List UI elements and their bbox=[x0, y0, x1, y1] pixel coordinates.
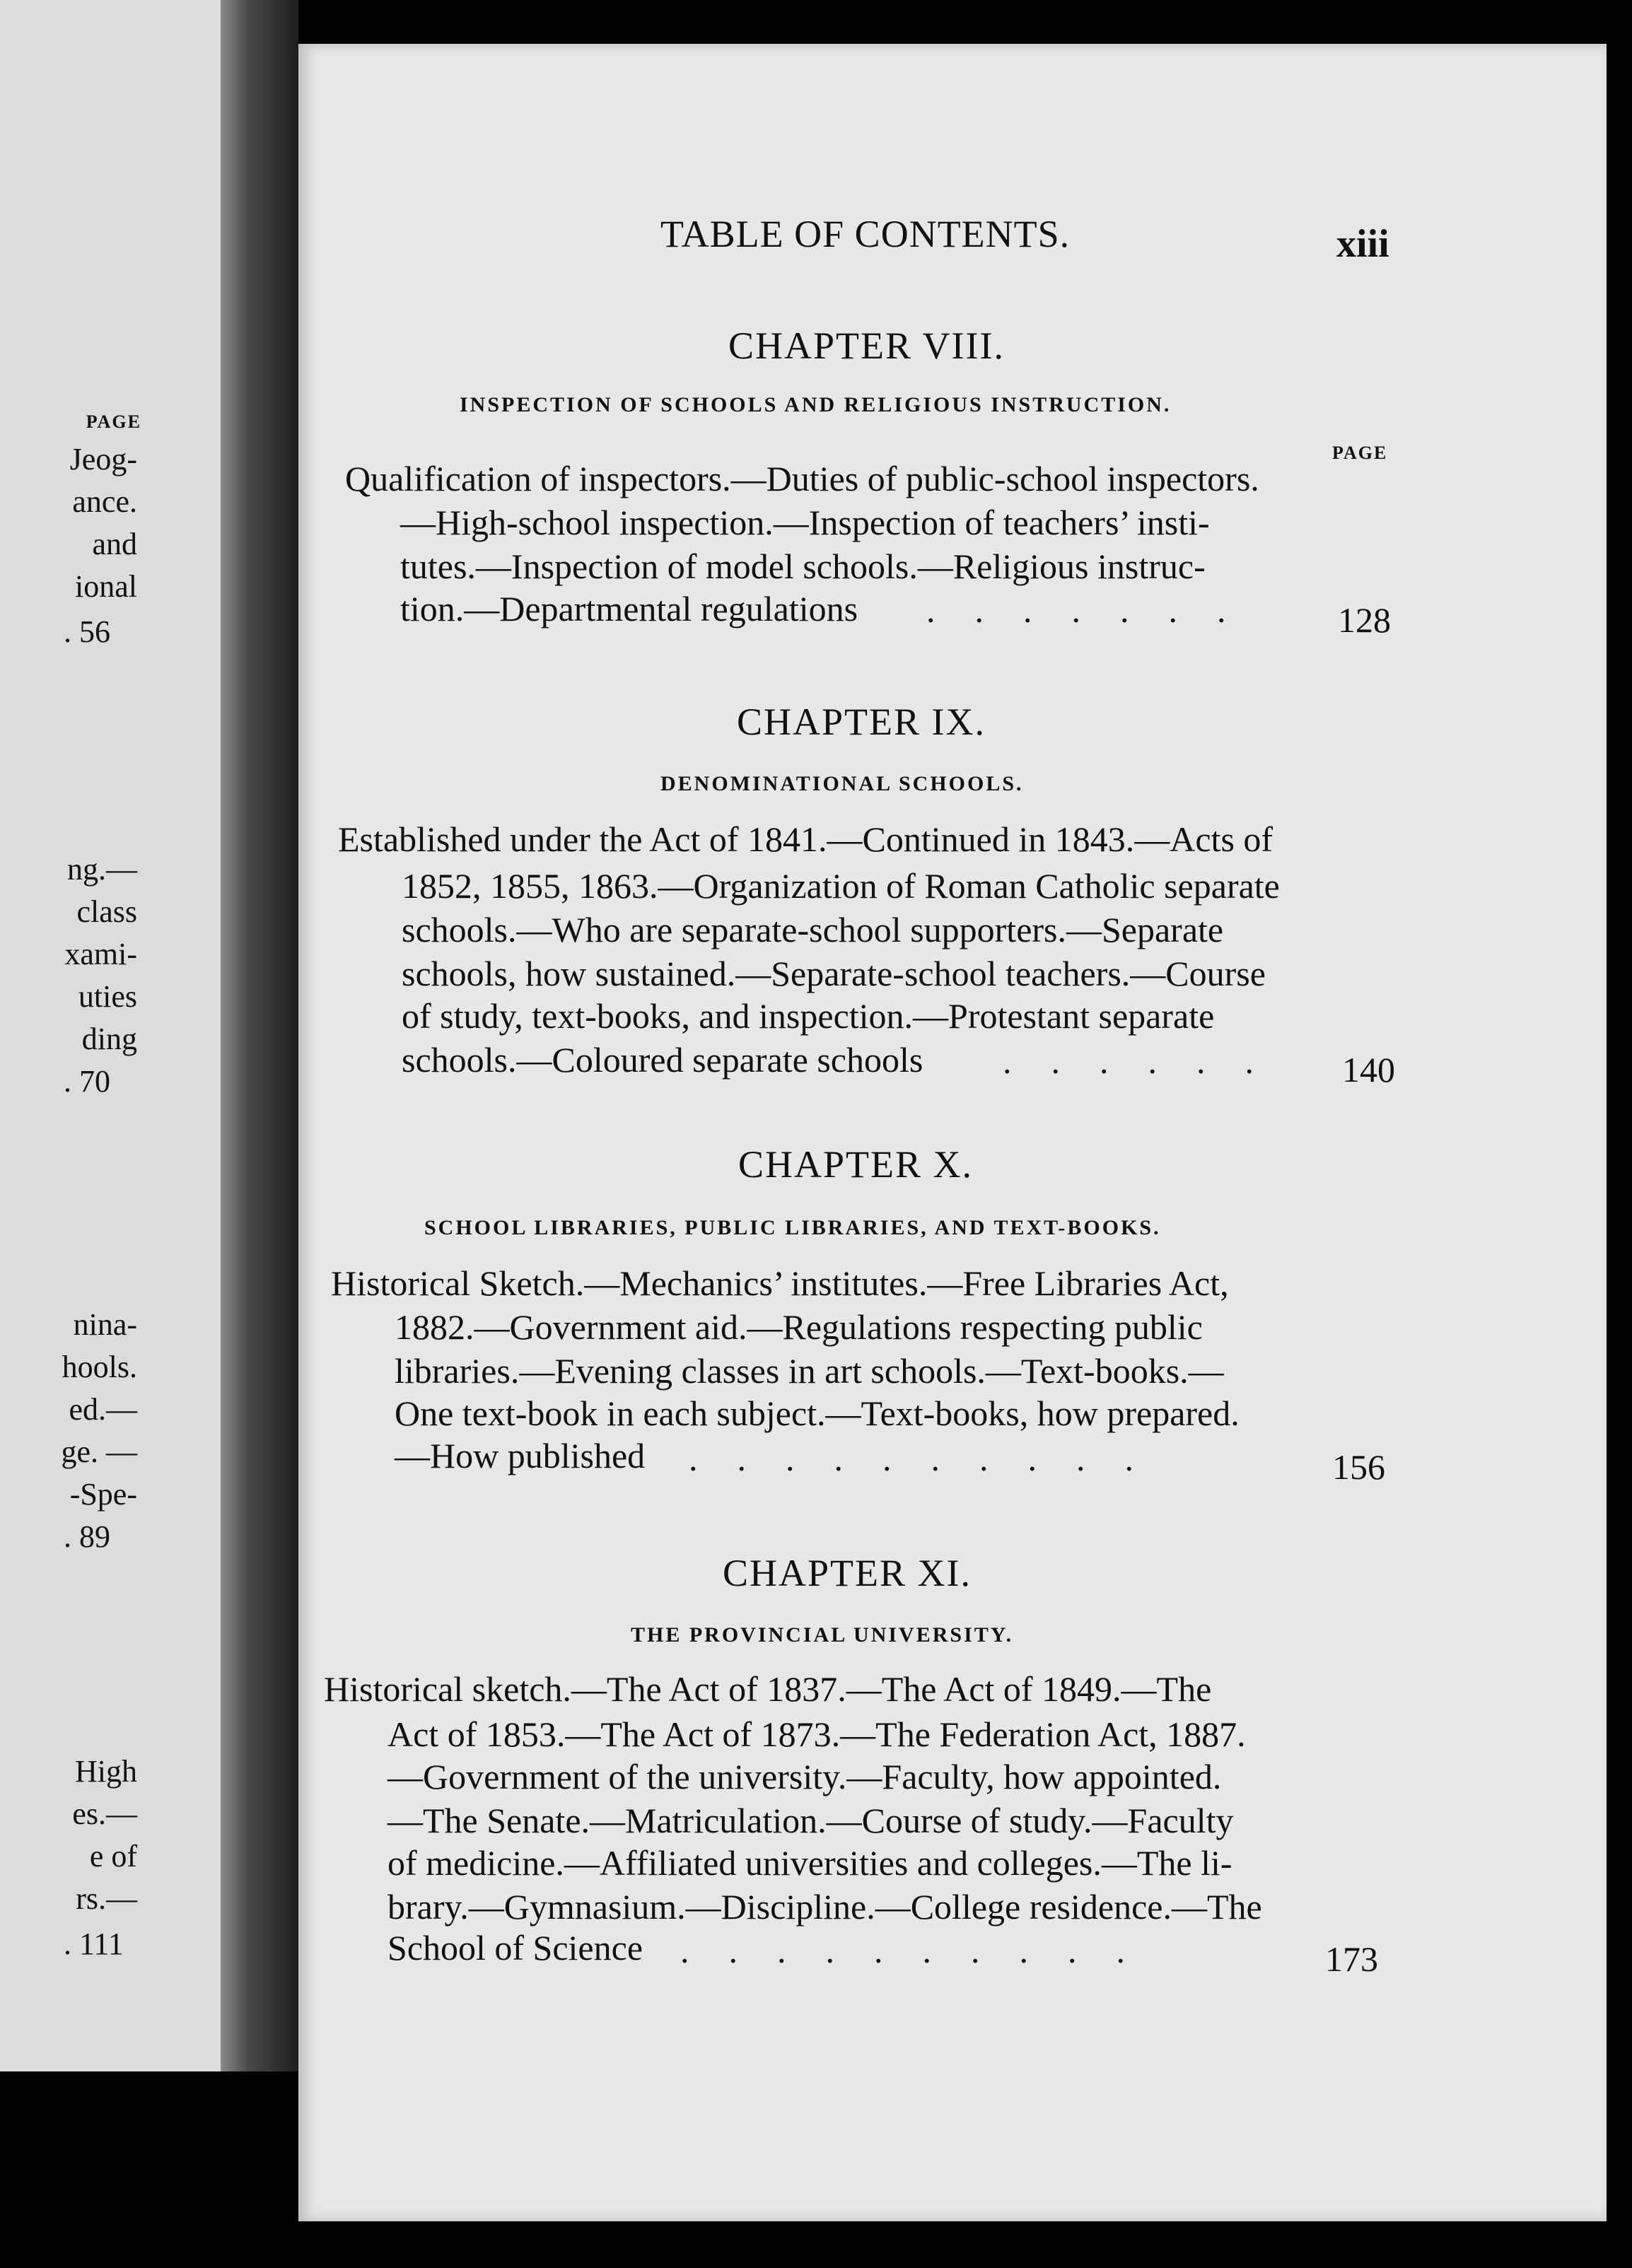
dot-leader: .......... bbox=[689, 1439, 1173, 1478]
toc-line: tutes.—Inspection of model schools.—Religious instruc- bbox=[400, 546, 1206, 586]
toc-line: schools, how sustained.—Separate-school teachers.—Course bbox=[402, 954, 1266, 993]
toc-line: of study, text-books, and inspection.—Protestant separate bbox=[402, 996, 1215, 1036]
previous-page-fragment: es.— bbox=[72, 1796, 137, 1831]
page-reference: 140 bbox=[1342, 1050, 1395, 1089]
previous-page-fragment: uties bbox=[78, 979, 137, 1014]
previous-page-fragment: ed.— bbox=[69, 1392, 137, 1427]
previous-page-fragment: e of bbox=[89, 1839, 137, 1874]
page-reference: 128 bbox=[1338, 600, 1391, 640]
toc-line: 1882.—Government aid.—Regulations respecting public bbox=[395, 1307, 1203, 1347]
toc-line: Act of 1853.—The Act of 1873.—The Federation Act, 1887. bbox=[387, 1714, 1246, 1754]
previous-page-fragment: rs.— bbox=[76, 1881, 137, 1916]
previous-page-fragment: ng.— bbox=[67, 852, 137, 887]
chapter-subtitle: INSPECTION OF SCHOOLS AND RELIGIOUS INSTRUCTION. bbox=[460, 393, 1172, 416]
page-column-label: PAGE bbox=[1332, 443, 1388, 463]
toc-line: brary.—Gymnasium.—Discipline.—College residence.—The bbox=[387, 1887, 1262, 1927]
toc-line: Historical Sketch.—Mechanics’ institutes.—Free Libraries Act, bbox=[331, 1263, 1229, 1303]
previous-page-number: . 56 bbox=[64, 614, 110, 649]
previous-page-column-label: PAGE bbox=[86, 411, 141, 432]
previous-page-fragment: nina- bbox=[73, 1307, 137, 1342]
toc-line: schools.—Who are separate-school supporters.—Separate bbox=[402, 910, 1224, 949]
contents-page bbox=[298, 44, 1607, 2221]
previous-page-number: . 89 bbox=[64, 1519, 110, 1554]
toc-line: —High-school inspection.—Inspection of teachers’ insti- bbox=[400, 503, 1210, 542]
dot-leader: ....... bbox=[926, 590, 1266, 630]
chapter-title: CHAPTER XI. bbox=[723, 1552, 972, 1594]
previous-page-fragment: hools. bbox=[62, 1350, 137, 1384]
chapter-title: CHAPTER X. bbox=[738, 1143, 974, 1186]
chapter-title: CHAPTER VIII. bbox=[728, 325, 1006, 367]
page-reference: 156 bbox=[1332, 1447, 1385, 1487]
previous-page-fragment: ance. bbox=[72, 484, 137, 519]
toc-line: libraries.—Evening classes in art schools.—Text-books.— bbox=[395, 1351, 1224, 1391]
book-gutter bbox=[221, 0, 298, 2071]
previous-page-strip bbox=[0, 0, 221, 2071]
toc-line: of medicine.—Affiliated universities and colleges.—The li- bbox=[387, 1843, 1232, 1883]
previous-page-fragment: -Spe- bbox=[69, 1477, 137, 1512]
chapter-subtitle: DENOMINATIONAL SCHOOLS. bbox=[660, 772, 1024, 795]
toc-line: —The Senate.—Matriculation.—Course of study.—Faculty bbox=[387, 1801, 1234, 1840]
previous-page-fragment: Jeog- bbox=[69, 442, 137, 477]
previous-page-fragment: class bbox=[76, 894, 137, 929]
chapter-title: CHAPTER IX. bbox=[737, 701, 986, 743]
toc-line: One text-book in each subject.—Text-books, how prepared. bbox=[395, 1393, 1240, 1433]
toc-line: School of Science bbox=[387, 1928, 643, 1968]
toc-line: —Government of the university.—Faculty, how appointed. bbox=[387, 1757, 1222, 1796]
page-reference: 173 bbox=[1325, 1939, 1378, 1979]
previous-page-number: . 70 bbox=[64, 1064, 110, 1099]
previous-page-fragment: xami- bbox=[64, 937, 137, 971]
previous-page-fragment: ional bbox=[75, 569, 137, 604]
chapter-subtitle: THE PROVINCIAL UNIVERSITY. bbox=[631, 1623, 1014, 1647]
dot-leader: ...... bbox=[1003, 1041, 1293, 1081]
previous-page-fragment: ding bbox=[81, 1022, 137, 1056]
page-number: xiii bbox=[1336, 222, 1389, 266]
toc-line: —How published bbox=[395, 1436, 646, 1475]
previous-page-fragment: High bbox=[75, 1754, 137, 1789]
dot-leader: .......... bbox=[680, 1931, 1165, 1970]
toc-line: 1852, 1855, 1863.—Organization of Roman Catholic separate bbox=[402, 866, 1280, 906]
running-head: TABLE OF CONTENTS. bbox=[660, 213, 1071, 255]
toc-line: schools.—Coloured separate schools bbox=[402, 1040, 923, 1080]
toc-line: Qualification of inspectors.—Duties of public-school inspectors. bbox=[345, 459, 1259, 498]
chapter-subtitle: SCHOOL LIBRARIES, PUBLIC LIBRARIES, AND TEXT-BOOKS. bbox=[424, 1216, 1161, 1239]
previous-page-fragment: ge. — bbox=[61, 1434, 137, 1469]
toc-line: tion.—Departmental regulations bbox=[400, 589, 858, 629]
previous-page-fragment: and bbox=[92, 527, 137, 561]
toc-line: Established under the Act of 1841.—Continued in 1843.—Acts of bbox=[338, 819, 1273, 859]
previous-page-number: . 111 bbox=[64, 1927, 124, 1961]
toc-line: Historical sketch.—The Act of 1837.—The Act of 1849.—The bbox=[324, 1669, 1212, 1709]
